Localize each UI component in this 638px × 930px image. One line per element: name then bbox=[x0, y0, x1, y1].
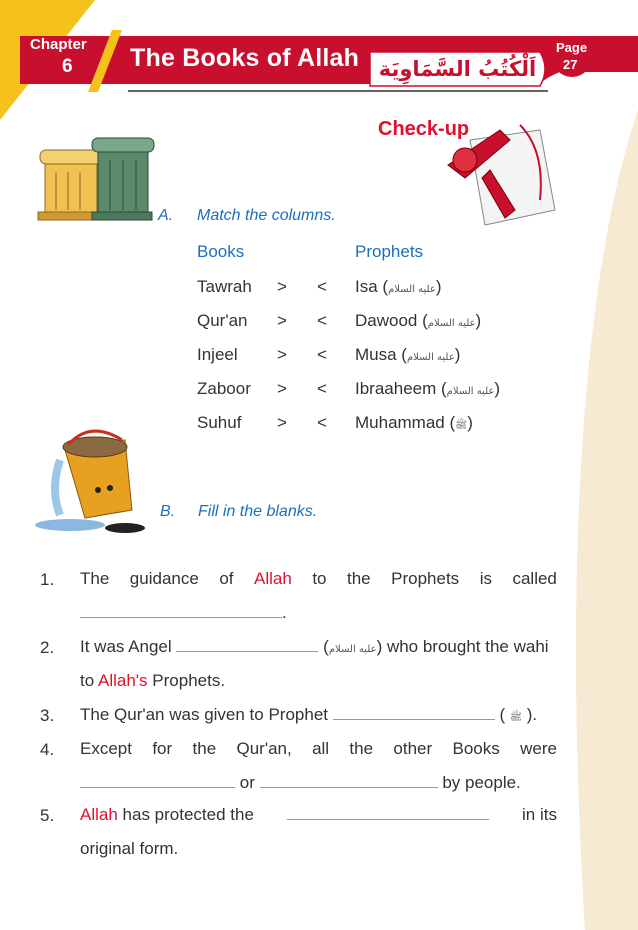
answer-blank[interactable] bbox=[80, 773, 235, 788]
question-5-line-1: Allah has protected the in its bbox=[80, 805, 557, 824]
checkup-label: Check-up bbox=[378, 118, 470, 140]
question-4-line-1: Except for the Qur'an, all the other Books were bbox=[80, 739, 557, 758]
match-marker-left[interactable]: > bbox=[277, 413, 287, 432]
match-marker-right[interactable]: < bbox=[317, 345, 327, 364]
allah-highlight: Allah bbox=[80, 805, 118, 824]
section-a-title: Match the columns. bbox=[197, 207, 336, 224]
question-1-line-1: The guidance of Allah to the Prophets is called bbox=[80, 567, 557, 591]
book-name: Qur'an bbox=[197, 311, 248, 330]
column-header-books: Books bbox=[197, 242, 245, 261]
honorific: عليه السلام bbox=[388, 284, 436, 295]
question-3-line: The Qur'an was given to Prophet ( ﷺ ). bbox=[80, 705, 538, 724]
match-marker-right[interactable]: < bbox=[317, 379, 327, 398]
question-1-line-2: . bbox=[80, 601, 287, 625]
honorific: عليه السلام bbox=[427, 318, 476, 329]
match-marker-right[interactable]: < bbox=[317, 277, 327, 296]
page-title: The Books of Allah bbox=[130, 44, 360, 72]
prophet-name: Musa (عليه السلام) bbox=[355, 345, 461, 364]
question-number: 3. bbox=[40, 706, 55, 725]
chapter-label: Chapter bbox=[30, 36, 87, 53]
book-name: Suhuf bbox=[197, 413, 242, 432]
match-marker-left[interactable]: > bbox=[277, 379, 287, 398]
match-marker-right[interactable]: < bbox=[317, 311, 327, 330]
book-name: Injeel bbox=[197, 345, 238, 364]
honorific: عليه السلام bbox=[406, 352, 455, 363]
question-number: 4. bbox=[40, 740, 55, 759]
cream-side-panel bbox=[576, 110, 638, 930]
honorific: ﷺ bbox=[455, 420, 468, 431]
allah-highlight: Allah bbox=[254, 569, 292, 588]
arabic-title: اَلْكُتُبُ السَّمَاوِيَة bbox=[378, 57, 537, 81]
allah-highlight: Allah's bbox=[97, 671, 148, 690]
page-number: 27 bbox=[563, 57, 578, 72]
match-marker-left[interactable]: > bbox=[277, 311, 287, 330]
match-marker-left[interactable]: > bbox=[277, 277, 287, 296]
question-2-line-1: It was Angel (عليه السلام) who brought the wahi bbox=[80, 637, 549, 656]
section-b-letter: B. bbox=[160, 503, 176, 520]
pillars-illustration bbox=[38, 138, 154, 220]
book-name: Zaboor bbox=[197, 379, 251, 398]
chapter-number: 6 bbox=[62, 56, 73, 77]
question-number: 5. bbox=[40, 806, 55, 825]
question-4-line-2: or by people. bbox=[80, 771, 521, 795]
bucket-illustration bbox=[35, 431, 145, 533]
question-number: 1. bbox=[40, 570, 55, 589]
prophet-name: Muhammad (ﷺ) bbox=[355, 413, 473, 432]
prophet-name: Isa (عليه السلام) bbox=[355, 277, 442, 296]
section-a-letter: A. bbox=[158, 207, 174, 224]
prophet-name: Dawood (عليه السلام) bbox=[355, 311, 482, 330]
answer-blank[interactable] bbox=[287, 805, 489, 820]
answer-blank[interactable] bbox=[333, 705, 495, 720]
match-marker-right[interactable]: < bbox=[317, 413, 327, 432]
question-5-line-2: original form. bbox=[80, 839, 179, 858]
question-2-line-2: to Allah's Prophets. bbox=[80, 671, 226, 690]
prophet-name: Ibraaheem (عليه السلام) bbox=[355, 379, 501, 398]
match-marker-left[interactable]: > bbox=[277, 345, 287, 364]
honorific: ﷺ bbox=[509, 712, 522, 723]
answer-blank[interactable] bbox=[80, 603, 282, 618]
column-header-prophets: Prophets bbox=[355, 242, 424, 261]
answer-blank[interactable] bbox=[176, 637, 318, 652]
question-number: 2. bbox=[40, 638, 55, 657]
page-label: Page bbox=[556, 40, 588, 55]
book-name: Tawrah bbox=[197, 277, 252, 296]
answer-blank[interactable] bbox=[260, 773, 438, 788]
honorific: عليه السلام bbox=[328, 644, 377, 655]
section-b-title: Fill in the blanks. bbox=[198, 503, 318, 520]
honorific: عليه السلام bbox=[446, 386, 495, 397]
